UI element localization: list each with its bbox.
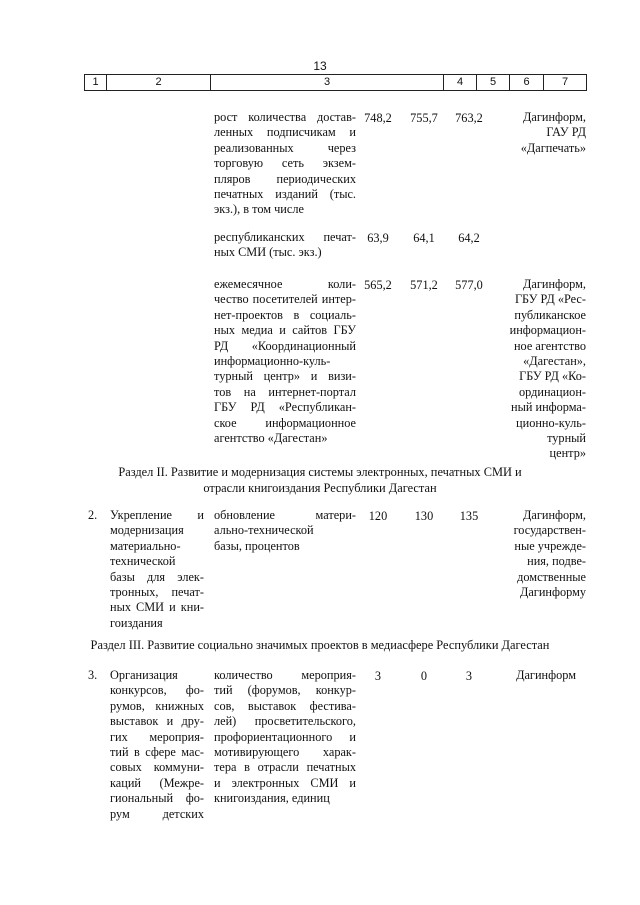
value-col4: 63,9 — [367, 231, 389, 245]
responsible-2: Дагинформ, государствен- ные учрежде- ния, подве- домственные Дагинформу — [513, 508, 586, 600]
value-col6: 135 — [459, 509, 479, 523]
header-col-6: 6 — [510, 75, 544, 90]
row-number-3: 3. — [88, 668, 98, 682]
table-header-row — [84, 74, 587, 91]
indicator-visitors: ежемесячное коли- чество посетителей интер- нет-проектов в социаль- ных медиа и сайтов ГБУ РД «Координационный информационно-куль- турный центр» и визи- тов на интернет-портал ГБУ РД «Республикан- ское информационное агентство «Дагестан» — [214, 277, 356, 446]
section-3-title: Раздел III. Развитие социально значимых проектов в медиасфере Республики Дагестан — [90, 638, 550, 652]
value-col6: 763,2 — [455, 111, 483, 125]
responsible-subscribers: Дагинформ, ГАУ РД «Дагпечать» — [520, 110, 586, 155]
value-col5: 0 — [420, 669, 428, 683]
indicator-2: обновление матери- ально-технической базы, процентов — [214, 508, 356, 553]
header-col-5: 5 — [477, 75, 510, 90]
value-col4: 748,2 — [364, 111, 392, 125]
value-col6: 64,2 — [458, 231, 480, 245]
header-col-4: 4 — [444, 75, 477, 90]
header-col-1: 1 — [85, 75, 107, 90]
header-col-7: 7 — [561, 76, 569, 88]
header-col-3: 3 — [211, 75, 444, 90]
value-col4: 565,2 — [364, 278, 392, 292]
section-2-title: Раздел II. Развитие и модернизация системы электронных, печатных СМИ и отрасли книгоиздания Республики Дагестан — [118, 465, 522, 495]
indicator-subscribers: рост количества достав- ленных подписчикам и реализованных через торговую сеть экзем- пляров периодических печатных изданий (тыс. экз.), в том числе — [214, 110, 356, 217]
value-col4: 3 — [374, 669, 382, 683]
task-2: Укрепление и модернизация материально- технической базы для элек- тронных, печат- ных СМИ и кни- гоиздания — [110, 508, 204, 630]
responsible-3: Дагинформ — [516, 668, 576, 682]
row-number-2: 2. — [88, 508, 98, 522]
value-col5: 571,2 — [410, 278, 438, 292]
indicator-republican-media: республиканских печат- ных СМИ (тыс. экз.) — [214, 230, 356, 260]
indicator-3: количество мероприя- тий (форумов, конкур- сов, выставок фестива- лей) просветительского, профориентационного и мотивирующего харак- тера в отрасли печатных и электронных СМИ и книгоиздания, единиц — [214, 668, 356, 806]
task-3: Организация конкурсов, фо- румов, книжных выставок и дру- гих мероприя- тий в сфере мас- совых коммуни- каций (Межре- гиональный фо- рум детских — [110, 668, 204, 821]
page-number: 13 — [313, 59, 327, 73]
responsible-visitors: Дагинформ, ГБУ РД «Рес- публиканское информацион- ное агентство «Дагестан», ГБУ РД «Ко- ординацион- ный информа- ционно-куль- турный центр» — [509, 277, 586, 461]
value-col6: 3 — [465, 669, 473, 683]
value-col5: 130 — [414, 509, 434, 523]
header-col-2: 2 — [107, 75, 211, 90]
value-col5: 755,7 — [410, 111, 438, 125]
value-col4: 120 — [368, 509, 388, 523]
value-col5: 64,1 — [413, 231, 435, 245]
value-col6: 577,0 — [455, 278, 483, 292]
